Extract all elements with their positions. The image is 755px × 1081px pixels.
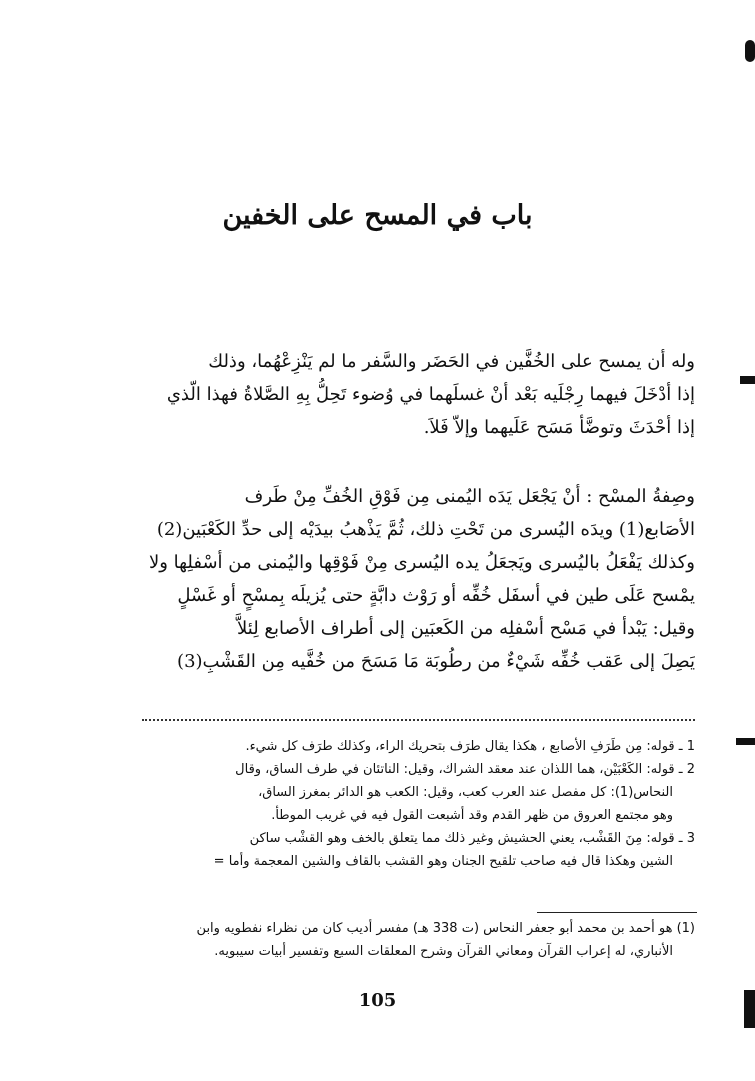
paragraph-2-line: يَصِلَ إلى عَقب خُفِّه شَيْءٌ من رطُوبَة مَا مَسَحَ من خُفَّيه مِن القَشْبِ(3) xyxy=(177,651,695,672)
footnote xyxy=(142,917,695,963)
footnote-rule xyxy=(537,912,697,913)
commentary-notes xyxy=(142,735,695,873)
paragraph-2-line: وصِفةُ المسْح : أنْ يَجْعَل يَدَه اليُمنى مِن فَوْقِ الخُفِّ مِنْ طَرف xyxy=(244,486,695,507)
scan-mark xyxy=(744,990,755,1028)
note-line: 3 ـ قوله: مِنَ القَشْب، يعني الحشيش وغير ذلك مما يتعلق بالخف وهو القشْب ساكن xyxy=(249,831,695,846)
note-line: 2 ـ قوله: الكَعْبَيْن، هما اللذان عند معقد الشراك، وقيل: الناتئان في طرف الساق، وقال xyxy=(235,762,695,777)
page-number: 105 xyxy=(358,990,397,1011)
note-line: وهو مجتمع العروق من ظهر القدم وقد أشبعت القول فيه في غريب الموطأ. xyxy=(271,808,673,823)
paragraph-1-line: إذا أحْدَثَ وتوضَّأ مَسَح عَلَيهما وإلاّ فَلاَ. xyxy=(423,417,695,438)
note-line: الشين وهكذا قال فيه صاحب تلقيح الجنان وهو القشب بالقاف والشين المعجمة وأما = xyxy=(213,854,673,869)
chapter-title: باب في المسح على الخفين xyxy=(222,200,533,231)
footnote-line: الأنباري، له إعراب القرآن ومعاني القرآن وشرح المعلقات السبع وتفسير أبيات سيبويه. xyxy=(214,944,673,959)
note-line: النحاس(1): كل مفصل عند العرب كعب، وقيل: الكعب هو الدائر بمغرز الساق، xyxy=(258,785,673,800)
paragraph-2-line: وكذلك يَفْعَلُ باليُسرى ويَجعَلُ يده اليُسرى مِنْ فَوْقِها واليُمنى من أسْفلِها ولا xyxy=(148,552,695,573)
footnote-line: (1) هو أحمد بن محمد أبو جعفر النحاس (ت 338 هـ) مفسر أديب كان من نظراء نفطويه وابن xyxy=(196,921,695,936)
dotted-separator xyxy=(142,719,695,721)
scan-mark xyxy=(736,738,755,745)
paragraph-2-line: الأصَابع(1) ويدَه اليُسرى من تَحْتِ ذلك، ثُمَّ يَذْهبُ بيدَيْه إلى حدِّ الكَعْبَين(2) xyxy=(156,519,695,540)
paragraph-1-line: وله أن يمسح على الخُفَّين في الحَضَر والسَّفر ما لم يَنْزِعْهُما، وذلك xyxy=(208,351,695,372)
paragraph-1-line: إذا أدْخَلَ فيهما رِجْلَيه بَعْد أنْ غسلَهما في وُضوء تَحِلُّ بِهِ الصَّلاةُ فهذا الّذي xyxy=(166,384,695,405)
note-line: 1 ـ قوله: مِن طَرَفِ الأصابع ، هكذا يقال طرَف بتحريك الراء، وكذلك طرَف كل شيء. xyxy=(245,739,695,754)
paragraph-2-line: يمْسح عَلَى طين في أسفَل خُفِّه أو رَوْث دابَّةٍ حتى يُزيلَه بِمسْحٍ أو غَسْلٍ xyxy=(177,585,695,606)
scan-mark xyxy=(740,376,755,384)
paragraph-2 xyxy=(142,480,695,678)
scan-mark xyxy=(745,40,755,62)
paragraph-1 xyxy=(142,345,695,444)
paragraph-2-line: وقيل: يَبْدأ في مَسْح أسْفلِه من الكَعبَين إلى أطراف الأصابع لِئلاَّ xyxy=(237,618,695,639)
